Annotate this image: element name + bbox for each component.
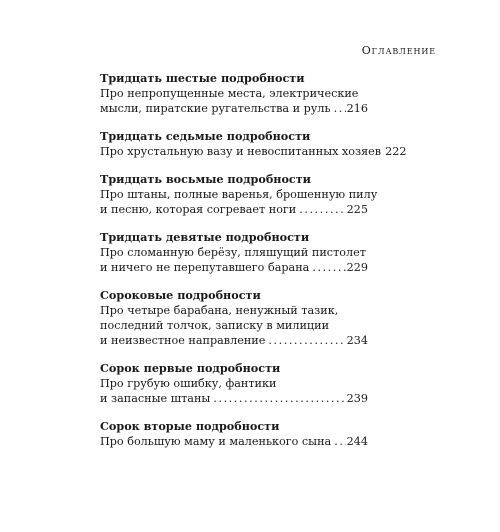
toc-entry-description-line: последний толчок, записку в милиции xyxy=(100,319,330,332)
toc-entry xyxy=(100,172,378,217)
toc-entry xyxy=(100,361,368,406)
toc-entry-description-line: и запасные штаны xyxy=(100,392,211,405)
toc-entry-title: Тридцать шестые подробности xyxy=(100,71,305,85)
dot-leader xyxy=(268,333,345,348)
toc-entry xyxy=(100,288,368,348)
dot-leader xyxy=(299,202,345,217)
toc-page-number: 216 xyxy=(346,102,368,115)
toc-entry-description-line: Про непропущенные места, электрические xyxy=(100,87,359,100)
toc-entry xyxy=(100,71,368,116)
toc-entry-description-line: и ничего не перепутавшего барана xyxy=(100,261,310,274)
running-title: Оглавление xyxy=(361,44,436,57)
toc-page-number: 234 xyxy=(346,334,368,347)
toc-page-number: 229 xyxy=(346,261,368,274)
dot-leader xyxy=(312,260,345,275)
toc-entry-leader-line xyxy=(100,333,368,348)
toc-entry-leader-line xyxy=(100,144,407,159)
toc-entry-description-line: Про штаны, полные варенья, брошенную пилу xyxy=(100,188,378,201)
toc-entry-leader-line xyxy=(100,391,368,406)
toc-entry xyxy=(100,129,407,159)
table-of-contents xyxy=(100,71,407,462)
dot-leader xyxy=(334,101,346,116)
toc-entry-leader-line xyxy=(100,101,368,116)
toc-entry-description-line: и песню, которая согревает ноги xyxy=(100,203,297,216)
toc-entry-title: Сороковые подробности xyxy=(100,288,261,302)
dot-leader xyxy=(213,391,345,406)
toc-entry-title: Тридцать седьмые подробности xyxy=(100,129,311,143)
toc-entry-leader-line xyxy=(100,202,368,217)
toc-entry xyxy=(100,230,368,275)
toc-entry-title: Тридцать восьмые подробности xyxy=(100,172,311,186)
toc-entry-leader-line xyxy=(100,260,368,275)
toc-entry-title: Сорок первые подробности xyxy=(100,361,281,375)
toc-page-number: 244 xyxy=(346,435,368,448)
toc-page-number: 222 xyxy=(385,145,407,158)
toc-entry-description-line: Про большую маму и маленького сына xyxy=(100,435,332,448)
toc-entry-leader-line xyxy=(100,434,368,449)
dot-leader xyxy=(334,434,345,449)
toc-entry-description-line: Про четыре барабана, ненужный тазик, xyxy=(100,304,339,317)
toc-page-number: 239 xyxy=(346,392,368,405)
toc-entry-title: Сорок вторые подробности xyxy=(100,419,280,433)
toc-entry-description-line: Про хрустальную вазу и невоспитанных хозяев xyxy=(100,145,382,158)
toc-entry-description-line: и неизвестное направление xyxy=(100,334,266,347)
toc-entry-description-line: Про сломанную берёзу, пляшущий пистолет xyxy=(100,246,366,259)
toc-entry-title: Тридцать девятые подробности xyxy=(100,230,310,244)
toc-entry-description-line: мысли, пиратские ругательства и руль xyxy=(100,102,331,115)
toc-page-number: 225 xyxy=(346,203,368,216)
toc-entry xyxy=(100,419,368,449)
toc-entry-description-line: Про грубую ошибку, фантики xyxy=(100,377,277,390)
